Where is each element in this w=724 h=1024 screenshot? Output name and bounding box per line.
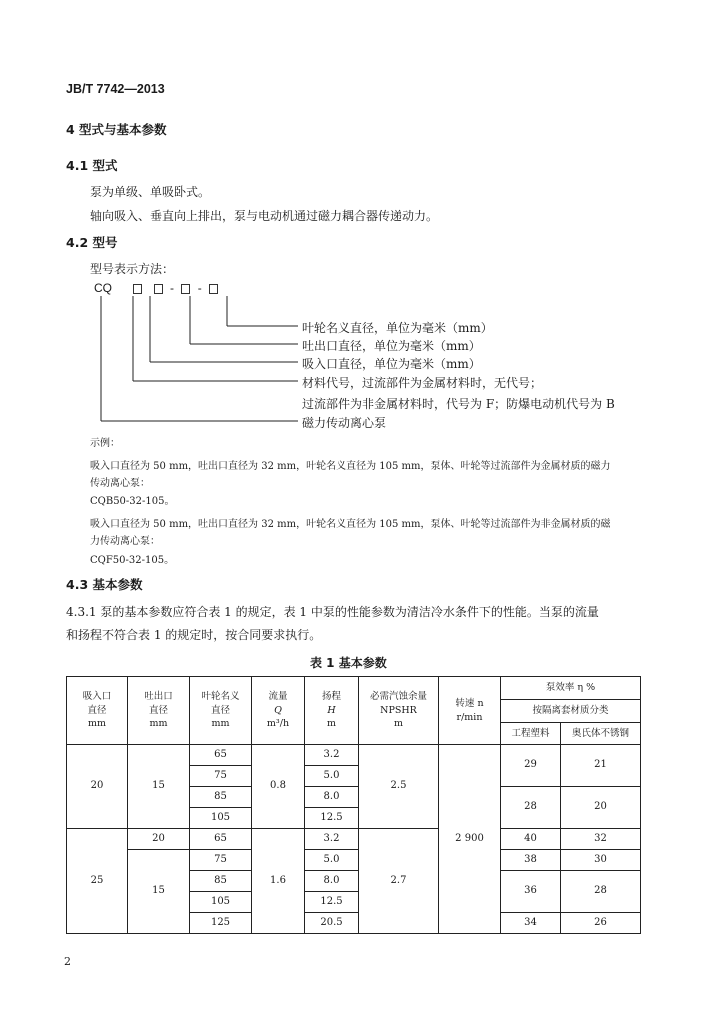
section-4-heading: 4 型式与基本参数 bbox=[66, 122, 167, 137]
cell-impeller: 85 bbox=[190, 871, 252, 892]
model-label-material-1: 材料代号，过流部件为金属材料时，无代号； bbox=[302, 376, 543, 390]
model-label-impeller: 叶轮名义直径，单位为毫米（mm） bbox=[302, 321, 493, 335]
section-4-2-heading: 4.2 型号 bbox=[66, 235, 118, 250]
cell-eff-plastic: 28 bbox=[501, 787, 561, 829]
cell-head: 8.0 bbox=[305, 871, 359, 892]
header-impeller: 叶轮名义 直径 mm bbox=[190, 677, 252, 745]
cell-inlet: 20 bbox=[67, 745, 128, 829]
header-npsh: 必需汽蚀余量 NPSHR m bbox=[359, 677, 439, 745]
cell-head: 3.2 bbox=[305, 745, 359, 766]
cell-eff-plastic: 36 bbox=[501, 871, 561, 913]
cell-outlet: 20 bbox=[128, 829, 190, 850]
cell-head: 8.0 bbox=[305, 787, 359, 808]
cell-eff-plastic: 40 bbox=[501, 829, 561, 850]
cell-eff-plastic: 34 bbox=[501, 913, 561, 934]
header-austenitic-steel: 奥氏体不锈钢 bbox=[561, 723, 641, 745]
cell-head: 20.5 bbox=[305, 913, 359, 934]
example-title: 示例： bbox=[90, 438, 120, 449]
cell-impeller: 105 bbox=[190, 892, 252, 913]
section-4-3-heading: 4.3 基本参数 bbox=[66, 577, 143, 592]
example-2-code: CQF50-32-105。 bbox=[90, 555, 175, 566]
cell-speed: 2 900 bbox=[439, 745, 501, 934]
header-inlet: 吸入口 直径 mm bbox=[67, 677, 128, 745]
cell-outlet: 15 bbox=[128, 850, 190, 934]
model-label-material-2: 过流部件为非金属材料时，代号为 F；防爆电动机代号为 B bbox=[302, 397, 615, 411]
example-2-line-2: 力传动离心泵： bbox=[90, 536, 160, 547]
table-row bbox=[67, 850, 641, 871]
cell-head: 3.2 bbox=[305, 829, 359, 850]
section-4-1-heading: 4.1 型式 bbox=[66, 158, 118, 173]
section-4-3-1-line-2: 和扬程不符合表 1 的规定时，按合同要求执行。 bbox=[66, 628, 322, 642]
table-row bbox=[67, 829, 641, 850]
model-dash-1: - bbox=[170, 281, 175, 295]
cell-eff-steel: 30 bbox=[561, 850, 641, 871]
model-intro: 型号表示方法： bbox=[90, 262, 175, 276]
cell-flow: 1.6 bbox=[252, 829, 305, 934]
cell-impeller: 105 bbox=[190, 808, 252, 829]
header-engineering-plastic: 工程塑料 bbox=[501, 723, 561, 745]
cell-eff-steel: 20 bbox=[561, 787, 641, 829]
example-2-line-1: 吸入口直径为 50 mm，吐出口直径为 32 mm，叶轮名义直径为 105 mm，泵体、叶轮等过流部件为非金属材质的磁 bbox=[90, 519, 611, 530]
cell-eff-plastic: 38 bbox=[501, 850, 561, 871]
cell-npsh: 2.7 bbox=[359, 829, 439, 934]
cell-impeller: 125 bbox=[190, 913, 252, 934]
cell-eff-steel: 26 bbox=[561, 913, 641, 934]
cell-eff-steel: 28 bbox=[561, 871, 641, 913]
header-speed: 转速 n r/min bbox=[439, 677, 501, 745]
page-number: 2 bbox=[64, 955, 71, 968]
example-1-line-2: 传动离心泵： bbox=[90, 478, 150, 489]
model-label-pump-type: 磁力传动离心泵 bbox=[302, 416, 387, 430]
header-outlet: 吐出口 直径 mm bbox=[128, 677, 190, 745]
table-caption: 表 1 基本参数 bbox=[310, 656, 387, 670]
cell-impeller: 85 bbox=[190, 787, 252, 808]
basic-parameters-table bbox=[66, 676, 641, 934]
section-4-1-para-2: 轴向吸入、垂直向上排出，泵与电动机通过磁力耦合器传递动力。 bbox=[90, 209, 439, 223]
header-efficiency: 泵效率 η % bbox=[501, 677, 641, 700]
section-4-3-1-line-1: 4.3.1 泵的基本参数应符合表 1 的规定，表 1 中泵的性能参数为清洁冷水条件下的性能。当泵的流量 bbox=[66, 605, 599, 619]
cell-eff-plastic: 29 bbox=[501, 745, 561, 787]
example-1-code: CQB50-32-105。 bbox=[90, 496, 175, 507]
cell-eff-steel: 32 bbox=[561, 829, 641, 850]
header-efficiency-by-material: 按隔离套材质分类 bbox=[501, 700, 641, 723]
cell-flow: 0.8 bbox=[252, 745, 305, 829]
cell-eff-steel: 21 bbox=[561, 745, 641, 787]
cell-head: 12.5 bbox=[305, 892, 359, 913]
standard-number: JB/T 7742—2013 bbox=[66, 82, 165, 96]
cell-inlet: 25 bbox=[67, 829, 128, 934]
cell-impeller: 65 bbox=[190, 829, 252, 850]
model-label-outlet: 吐出口直径，单位为毫米（mm） bbox=[302, 339, 481, 353]
header-head: 扬程 H m bbox=[305, 677, 359, 745]
cell-impeller: 65 bbox=[190, 745, 252, 766]
example-1-line-1: 吸入口直径为 50 mm，吐出口直径为 32 mm，叶轮名义直径为 105 mm，泵体、叶轮等过流部件为金属材质的磁力 bbox=[90, 461, 611, 472]
cell-head: 12.5 bbox=[305, 808, 359, 829]
table-row bbox=[67, 745, 641, 766]
cell-head: 5.0 bbox=[305, 850, 359, 871]
cell-npsh: 2.5 bbox=[359, 745, 439, 829]
model-label-inlet: 吸入口直径，单位为毫米（mm） bbox=[302, 357, 481, 371]
cell-head: 5.0 bbox=[305, 766, 359, 787]
cell-outlet: 15 bbox=[128, 745, 190, 829]
model-dash-2: - bbox=[197, 281, 202, 295]
header-flow: 流量 Q m³/h bbox=[252, 677, 305, 745]
model-prefix: CQ bbox=[94, 281, 112, 295]
cell-impeller: 75 bbox=[190, 850, 252, 871]
section-4-1-para-1: 泵为单级、单吸卧式。 bbox=[90, 185, 211, 199]
cell-impeller: 75 bbox=[190, 766, 252, 787]
